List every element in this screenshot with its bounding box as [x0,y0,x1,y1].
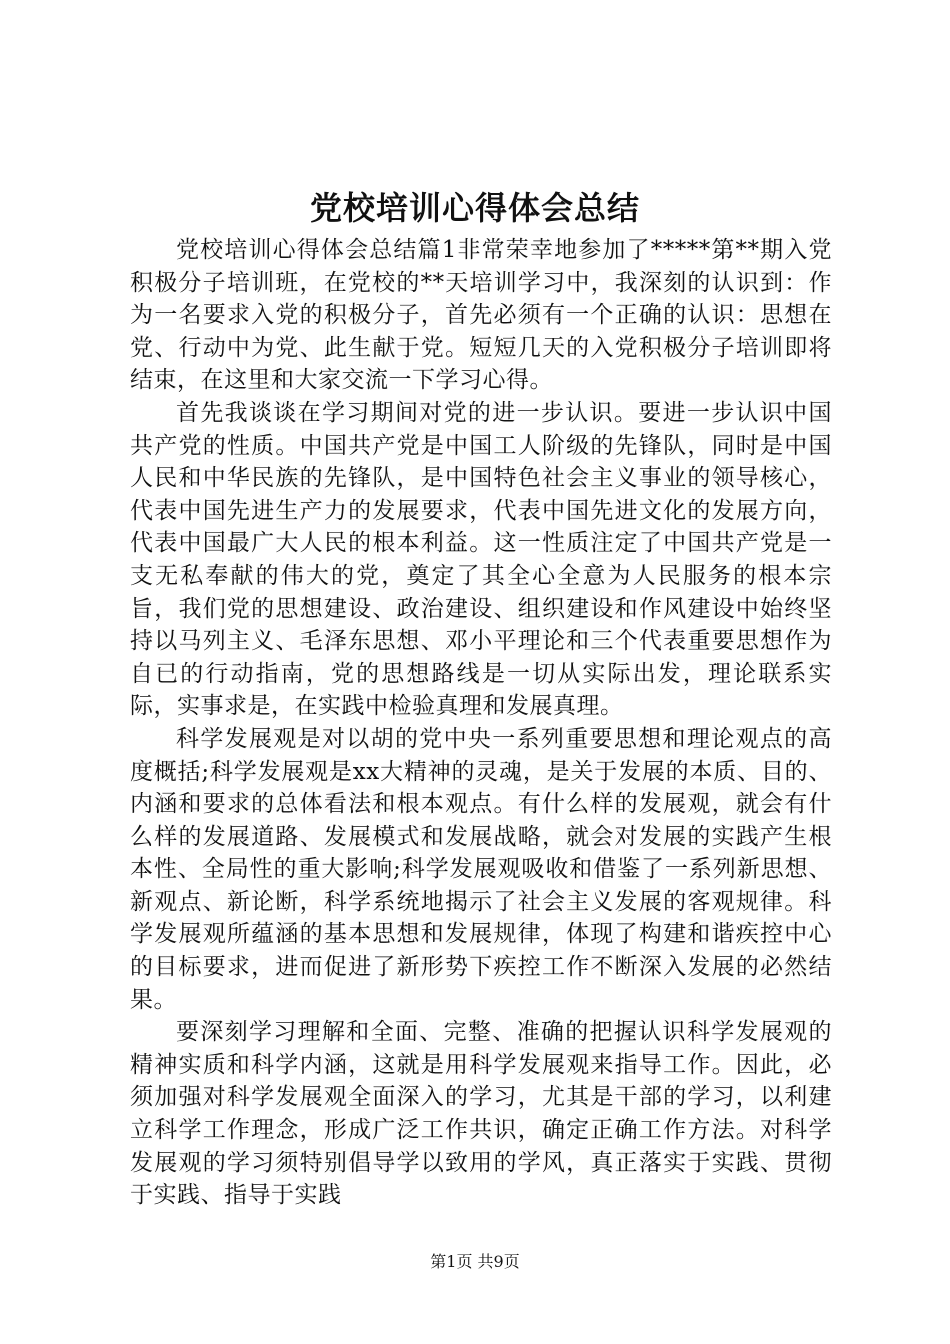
paragraph-2: 首先我谈谈在学习期间对党的进一步认识。要进一步认识中国共产党的性质。中国共产党是中国工人阶级的先锋队，同时是中国人民和中华民族的先锋队，是中国特色社会主义事业的领导核心，代表中国先进生产力的发展要求，代表中国先进文化的发展方向，代表中国最广大人民的根本利益。这一性质注定了中国共产党是一支无私奉献的伟大的党，奠定了其全心全意为人民服务的根本宗旨，我们党的思想建设、政治建设、组织建设和作风建设中始终坚持以马列主义、毛泽东思想、邓小平理论和三个代表重要思想作为自已的行动指南，党的思想路线是一切从实际出发，理论联系实际，实事求是，在实践中检验真理和发展真理。 [130,399,832,720]
document-title: 党校培训心得体会总结 [309,189,640,227]
paragraph-4: 要深刻学习理解和全面、完整、准确的把握认识科学发展观的精神实质和科学内涵，这就是用科学发展观来指导工作。因此，必须加强对科学发展观全面深入的学习，尤其是干部的学习，以利建立科学工作理念，形成广泛工作共识，确定正确工作方法。对科学发展观的学习须特别倡导学以致用的学风，真正落实于实践、贯彻于实践、指导于实践 [130,1019,832,1209]
document-body [130,234,832,1212]
paragraph-3: 科学发展观是对以胡的党中央一系列重要思想和理论观点的高度概括;科学发展观是xx大精神的灵魂，是关于发展的本质、目的、内涵和要求的总体看法和根本观点。有什么样的发展观，就会有什么样的发展道路、发展模式和发展战略，就会对发展的实践产生根本性、全局性的重大影响;科学发展观吸收和借鉴了一系列新思想、新观点、新论断，科学系统地揭示了社会主义发展的客观规律。科学发展观所蕴涵的基本思想和发展规律，体现了构建和谐疾控中心的目标要求，进而促进了新形势下疾控工作不断深入发展的必然结果。 [130,725,832,1013]
paragraph-1: 党校培训心得体会总结篇1非常荣幸地参加了*****第**期入党积极分子培训班，在党校的**天培训学习中，我深刻的认识到：作为一名要求入党的积极分子，首先必须有一个正确的认识：思想在党、行动中为党、此生献于党。短短几天的入党积极分子培训即将结束，在这里和大家交流一下学习心得。 [130,237,832,394]
page-number-footer: 第1页 共9页 [430,1252,520,1271]
